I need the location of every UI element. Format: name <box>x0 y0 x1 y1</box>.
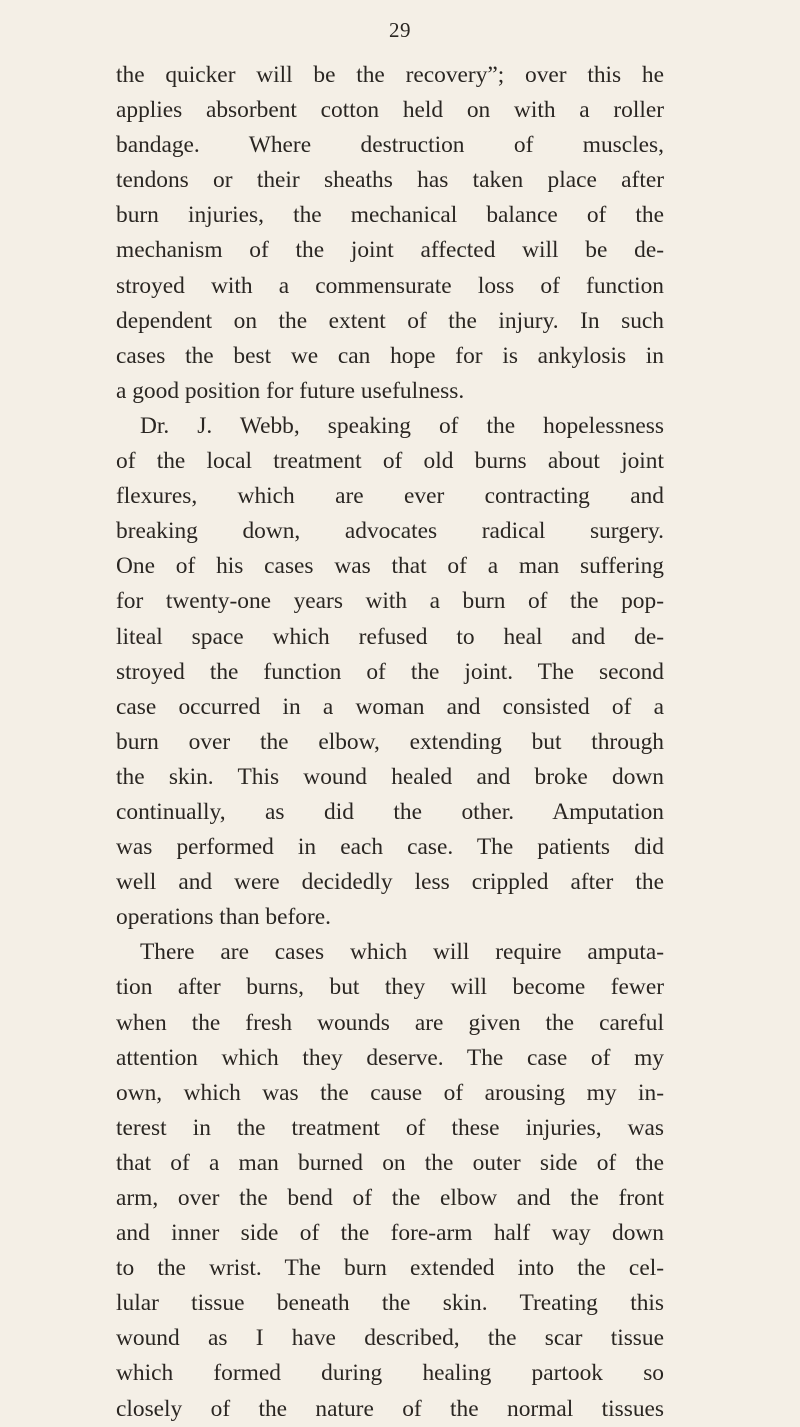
text-line: to the wrist. The burn extended into the cel- <box>116 1255 664 1282</box>
text-line: bandage. Where destruction of muscles, <box>116 132 664 159</box>
text-line: burn over the elbow, extending but through <box>116 728 664 755</box>
text-line: attention which they deserve. The case of my <box>116 1044 664 1071</box>
text-line: There are cases which will require amputa- <box>140 939 664 966</box>
text-line: tendons or their sheaths has taken place after <box>116 167 664 194</box>
text-line: own, which was the cause of arousing my in- <box>116 1079 664 1106</box>
text-line: arm, over the bend of the elbow and the front <box>116 1185 664 1211</box>
text-line: liteal space which refused to heal and de- <box>116 623 664 650</box>
text-line: operations than before. <box>116 904 331 931</box>
text-line: tion after burns, but they will become fewer <box>116 974 664 1001</box>
text-line: when the fresh wounds are given the careful <box>116 1009 664 1036</box>
text-line: closely of the nature of the normal tissues <box>116 1395 664 1422</box>
text-line: continually, as did the other. Amputation <box>116 798 664 825</box>
body-text <box>116 58 664 1427</box>
text-line: mechanism of the joint affected will be de- <box>116 237 664 264</box>
text-line: a good position for future usefulness. <box>116 377 465 404</box>
text-line: Dr. J. Webb, speaking of the hopelessness <box>140 412 664 439</box>
text-line: applies absorbent cotton held on with a roller <box>116 97 664 124</box>
text-line: case occurred in a woman and consisted of a <box>116 693 664 720</box>
text-line: lular tissue beneath the skin. Treating this <box>116 1290 664 1317</box>
text-line: flexures, which are ever contracting and <box>116 483 664 510</box>
text-line: cases the best we can hope for is ankylosis in <box>116 342 664 369</box>
text-line: well and were decidedly less crippled after the <box>116 869 664 896</box>
text-line: which formed during healing partook so <box>116 1360 664 1387</box>
text-line: breaking down, advocates radical surgery. <box>116 518 664 545</box>
text-line: terest in the treatment of these injuries, was <box>116 1114 664 1141</box>
text-line: One of his cases was that of a man suffering <box>116 553 664 580</box>
text-line: dependent on the extent of the injury. In such <box>116 307 664 334</box>
text-line: that of a man burned on the outer side of the <box>116 1149 664 1176</box>
text-line: stroyed with a commensurate loss of function <box>116 272 664 299</box>
text-line: and inner side of the fore-arm half way down <box>116 1220 664 1247</box>
text-line: the quicker will be the recovery”; over this he <box>116 62 664 88</box>
text-line: burn injuries, the mechanical balance of the <box>116 202 664 229</box>
page-number: 29 <box>389 18 411 42</box>
text-line: the skin. This wound healed and broke down <box>116 763 664 790</box>
text-line: was performed in each case. The patients did <box>116 834 664 861</box>
text-line: wound as I have described, the scar tissue <box>116 1325 664 1352</box>
text-line: of the local treatment of old burns about joint <box>116 448 664 475</box>
text-line: stroyed the function of the joint. The second <box>116 658 664 685</box>
text-line: for twenty-one years with a burn of the pop- <box>116 588 664 615</box>
